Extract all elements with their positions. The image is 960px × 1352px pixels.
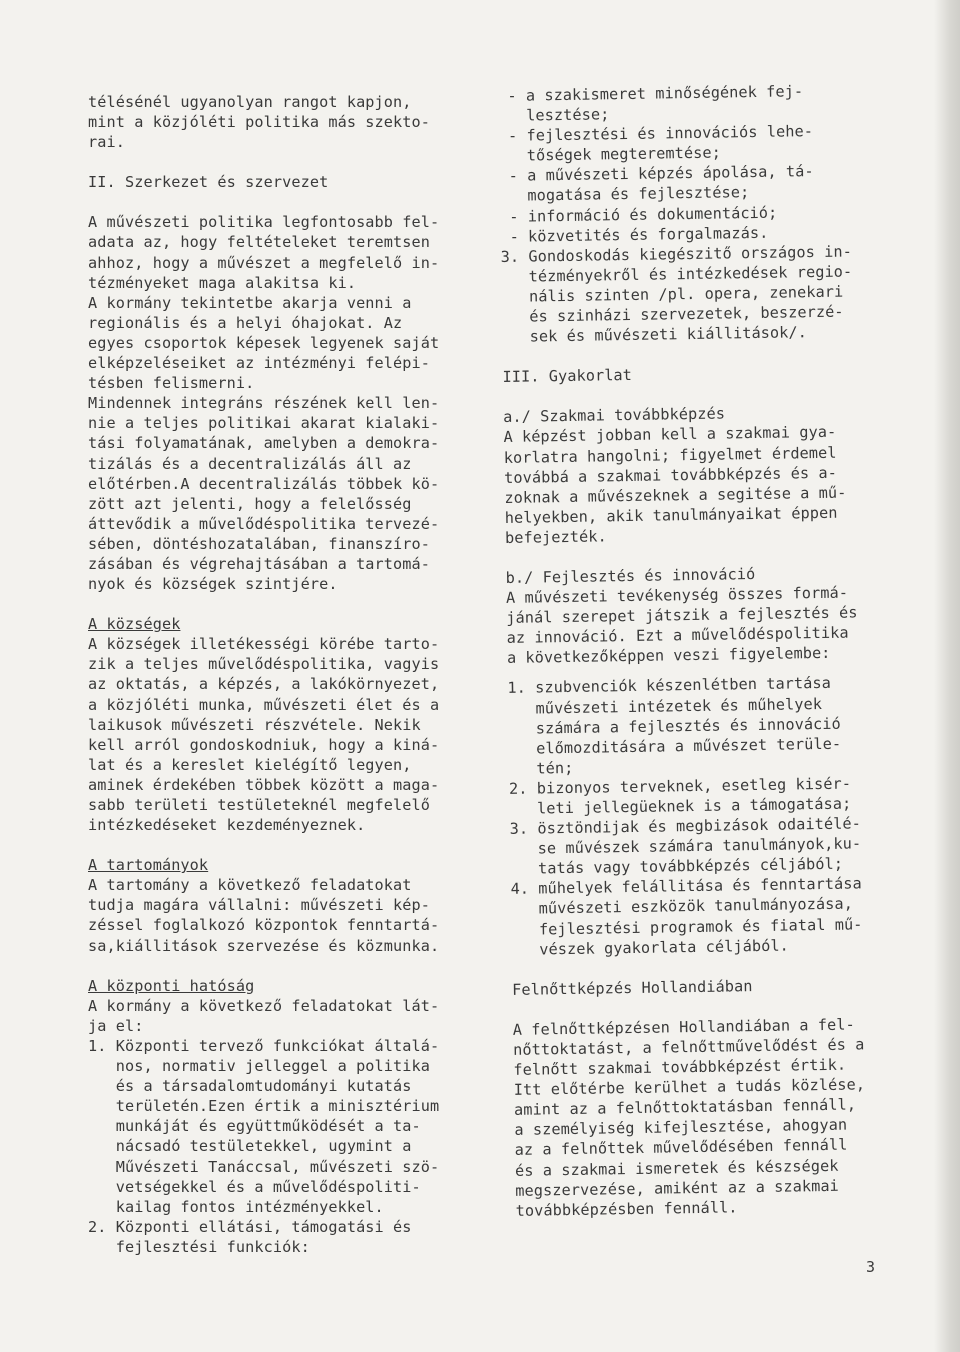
text-line: elképzeléseiket az intézményi felépi- <box>88 354 431 373</box>
subsection-a-heading: a./ Szakmai továbbképzés <box>503 404 726 427</box>
text-line: az innováció. Ezt a művelődéspolitika <box>506 623 849 648</box>
text-line: A kormány tekintetbe akarja venni a <box>88 293 412 312</box>
list-item-line: tatás vagy továbbképzés céljából; <box>510 854 844 879</box>
list-item-line: számára a fejlesztés és innováció <box>507 714 841 738</box>
text-line: Mindennek integráns részének kell len- <box>88 394 440 413</box>
text-line: tási folyamatának, amelyben a demokra- <box>88 434 440 453</box>
list-item-line: sek és művészeti kiállitások/. <box>501 323 808 347</box>
text-line: kell arról gondoskodniuk, hogy a kiná- <box>88 735 440 754</box>
text-line: A kormány a következő feladatokat lát- <box>88 996 440 1015</box>
text-line: amint az a felnőttoktatásban fennáll, <box>513 1095 857 1120</box>
text-line: tézményeket maga alakitsa ki. <box>88 273 357 292</box>
list-item-line: területén.Ezen értik a minisztérium <box>88 1097 440 1116</box>
section-ii-heading: II. Szerkezet és szervezet <box>88 173 329 192</box>
right-column <box>498 80 916 1221</box>
list-item-line: nos, normativ jelleggel a politika <box>88 1057 431 1076</box>
innovation-list <box>507 672 911 960</box>
text-line: regionális és a helyi óhajokat. Az <box>88 313 403 332</box>
text-line: lat és a kereslet kielégítő legyen, <box>88 755 412 774</box>
list-item-line: 1. Központi tervező funkciókat általá- <box>88 1036 440 1055</box>
tartomanyok-paragraph <box>88 875 468 955</box>
left-column <box>88 92 468 1257</box>
text-line: tudja magára vállalni: művészeti kép- <box>88 896 431 915</box>
list-item-line: kailag fontos intézményekkel. <box>88 1197 384 1216</box>
list-item-line: - a művészeti képzés ápolása, tá- <box>499 162 814 186</box>
subsection-b-paragraph <box>506 582 907 669</box>
text-line: egyes csoportok képesek legyenek saját <box>88 333 440 352</box>
subsection-b-heading: b./ Fejlesztés és innováció <box>505 564 756 587</box>
text-line: áttevődik a művelődéspolitika tervezé- <box>88 514 440 533</box>
text-line: nőttoktatást, a felnőttművelődést és a <box>512 1035 865 1059</box>
text-line: tizálás és a decentralizálás áll az <box>88 454 412 473</box>
list-item-line: - fejlesztési és innovációs lehe- <box>498 122 814 146</box>
text-line: A művészeti politika legfontosabb fel- <box>88 213 440 232</box>
text-line: Itt előtérbe kerülhet a tudás közlése, <box>513 1075 866 1099</box>
text-line: helyekben, akik tanulmányaikat éppen <box>504 503 838 527</box>
text-line: ja el: <box>88 1016 144 1035</box>
text-line: tésben felismerni. <box>88 374 255 393</box>
list-item-line: leti jellegüeknek is a támogatása; <box>509 794 852 818</box>
list-item-line: mogatása és fejlesztése; <box>499 183 750 206</box>
text-line: az oktatás, a képzés, a lakókörnyezet, <box>88 675 440 694</box>
text-line: a következőképpen veszi figyelembe: <box>506 644 831 668</box>
text-line: A tartomány a következő feladatokat <box>88 876 412 895</box>
funding-list <box>498 80 902 347</box>
text-line: nie a teljes politikai akarat kialaki- <box>88 414 440 433</box>
list-item-line: 1. szubvenciók készenlétben tartása <box>507 674 832 698</box>
text-line: aminek érdekében többek között a maga- <box>88 775 440 794</box>
adult-education-paragraph <box>513 1013 916 1220</box>
text-line: ahhoz, hogy a művészet a megfelelő in- <box>88 253 440 272</box>
list-item-line: munkáját és együttműködését a ta- <box>88 1117 421 1136</box>
list-item-line: 2. bizonyos terveknek, esetleg kisér- <box>508 774 852 798</box>
text-line: A képzést jobban kell a szakmai gya- <box>503 423 837 447</box>
list-item-line: fejlesztési funkciók: <box>88 1237 310 1256</box>
text-line: A községek illetékességi körébe tarto- <box>88 635 440 654</box>
section-ii-paragraph <box>88 212 468 594</box>
text-line: zött azt jelenti, hogy a felelősség <box>88 494 412 513</box>
list-item-line: művészeti intézetek és műhelyek <box>507 694 823 718</box>
list-item-line: - információ és dokumentáció; <box>499 203 778 226</box>
list-item-line: előmozditására a művészet terüle- <box>508 734 842 758</box>
list-item-line: és szinházi szervezetek, beszerzé- <box>501 302 844 327</box>
page-number: 3 <box>866 1258 876 1276</box>
text-line: megszervezése, amiként az a szakmai <box>515 1176 839 1200</box>
list-item-line: lesztése; <box>498 105 610 126</box>
text-line: zéssel foglalkozó központok fenntartá- <box>88 916 440 935</box>
text-line: adata az, hogy feltételeket teremtsen <box>88 233 431 252</box>
text-line: jánál szerepet játszik a fejlesztés és <box>506 603 858 628</box>
text-line: korlatra hangolni; figyelmet érdemel <box>503 443 837 467</box>
list-item-line: 3. Gondoskodás kiegészitő országos in- <box>500 242 853 266</box>
text-line: zik a teljes művelődéspolitika, vagyis <box>88 655 440 674</box>
text-line: rai. <box>88 133 125 152</box>
section-iii-heading: III. Gyakorlat <box>502 366 633 387</box>
list-item-line: fejlesztési programok és fiatal mű- <box>511 914 863 939</box>
text-line: sabb területi testületeknél megfelelő <box>88 796 431 814</box>
list-item-line: 3. ösztöndijak és megbizások odaitélé- <box>509 814 862 839</box>
list-item-line: tézményekről és intézkedések regio- <box>500 262 853 286</box>
list-item-line: nális szinten /pl. opera, zenekari <box>501 282 844 306</box>
hatosag-paragraph <box>88 996 468 1257</box>
text-line: továbbá a szakmai továbbképzés és a- <box>504 463 838 487</box>
text-line: felnőtt szakmai továbbképzést értik. <box>513 1055 847 1079</box>
text-line: a személyiség kifejlesztése, ahogyan <box>514 1115 848 1140</box>
list-item-line: és a társadalomtudományi kutatás <box>88 1077 412 1096</box>
hatosag-heading: A központi hatóság <box>88 976 255 995</box>
text-line: előtérben.A decentralizálás többek kö- <box>88 474 440 493</box>
kozsegek-heading: A községek <box>88 615 181 634</box>
text-line: mint a közjóléti politika más szekto- <box>88 113 431 132</box>
text-line: az a felnőttek művelődésében fennáll <box>514 1136 848 1160</box>
list-item-line: vészek gyakorlata céljából. <box>511 936 789 959</box>
text-line: befejezték. <box>504 527 607 547</box>
text-line: sében, döntéshozatalában, finanszíro- <box>88 534 431 553</box>
text-line: intézkedéseket kezdeményeznek. <box>88 816 366 835</box>
list-item-line: művészeti eszközök tanulmányozása, <box>510 894 854 919</box>
text-line: és a szakmai ismeretek és készségek <box>514 1156 839 1180</box>
text-line: továbbképzésben fennáll. <box>515 1198 738 1220</box>
text-line: zoknak a művészeknek a segitése a mű- <box>504 483 847 507</box>
text-line: a közjóléti munka, művészeti élet és a <box>88 695 440 714</box>
list-item-line: vetségekkel és a művelődéspoliti- <box>88 1177 421 1196</box>
adult-education-heading: Felnőttképzés Hollandiában <box>512 976 753 999</box>
intro-paragraph <box>88 92 468 152</box>
list-item-line: tőségek megteremtése; <box>498 143 722 166</box>
subsection-a-paragraph <box>503 421 905 548</box>
text-line: télésénél ugyanolyan rangot kapjon, <box>88 93 412 111</box>
text-line: laikusok művészeti részvétele. Nekik <box>88 715 421 734</box>
list-item-line: tén; <box>508 758 574 778</box>
text-line: A felnőttképzésen Hollandiában a fel- <box>512 1015 855 1039</box>
page-edge-shadow <box>934 0 960 1352</box>
list-item-line: 4. műhelyek felállitása és fenntartása <box>510 874 862 899</box>
kozsegek-paragraph <box>88 634 468 835</box>
text-line: sa,kiállitások szervezése és közmunka. <box>88 936 440 955</box>
list-item-line: - a szakismeret minőségének fej- <box>498 82 804 105</box>
list-item-line: Művészeti Tanáccsal, művészeti szö- <box>88 1157 440 1176</box>
text-line: nyok és községek szintjére. <box>88 575 338 594</box>
list-item-line: - közvetités és forgalmazás. <box>500 223 769 246</box>
list-item-line: se művészek számára tanulmányok,ku- <box>509 834 862 859</box>
text-line: zásában és végrehajtásában a tartomá- <box>88 554 431 573</box>
text-line: A művészeti tevékenység összes formá- <box>505 583 849 607</box>
list-item-line: 2. Központi ellátási, támogatási és <box>88 1217 412 1236</box>
list-item-line: nácsadó testületekkel, ugymint a <box>88 1137 412 1156</box>
tartomanyok-heading: A tartományok <box>88 856 209 875</box>
